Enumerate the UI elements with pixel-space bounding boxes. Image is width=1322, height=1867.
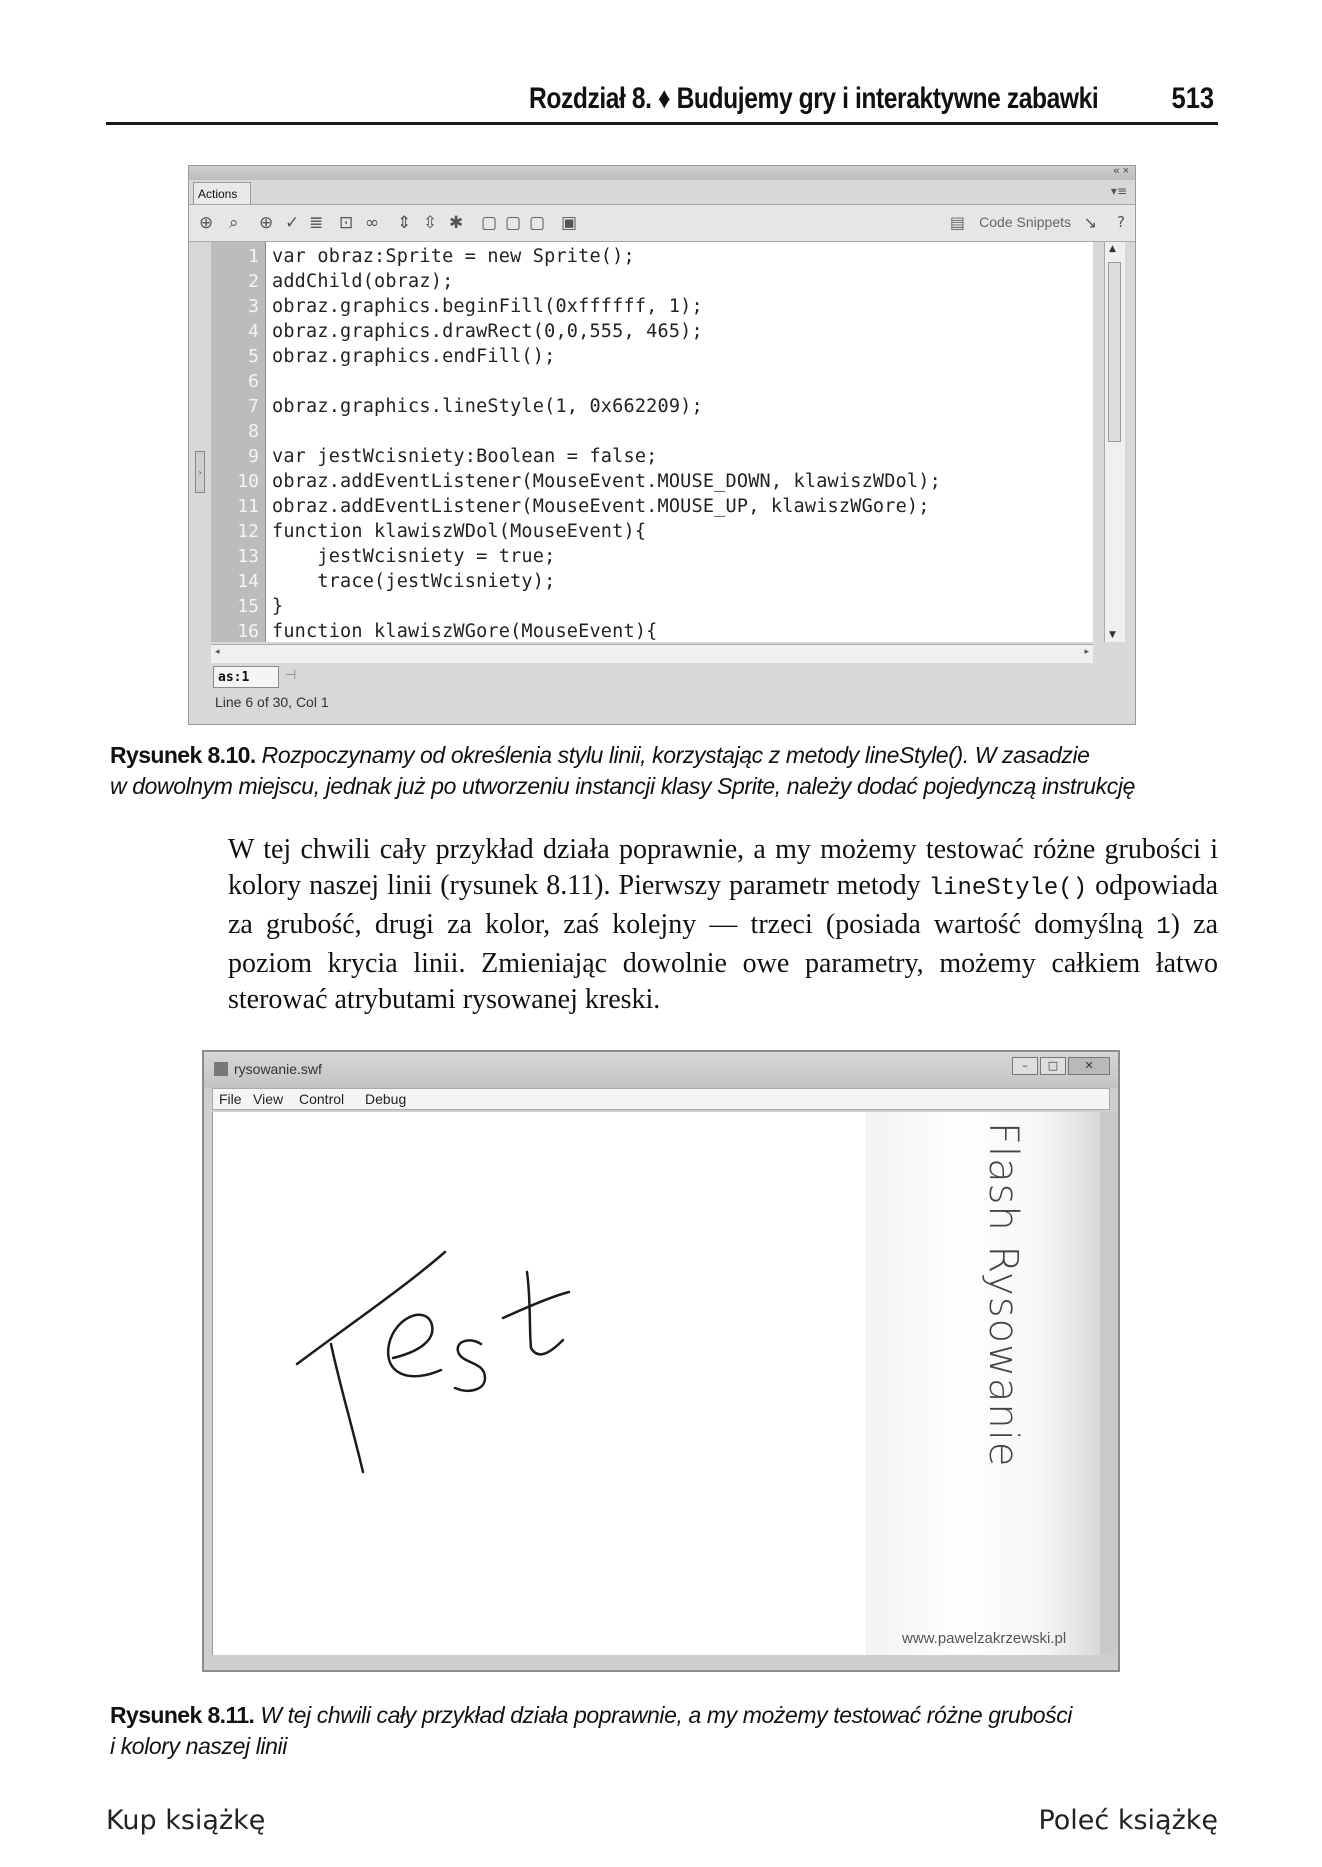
body-paragraph (228, 832, 1218, 1018)
window-buttons (1010, 1056, 1110, 1075)
panel-titlebar (189, 166, 1135, 180)
line-number: 7 (248, 396, 259, 417)
line-number: 2 (248, 271, 259, 292)
horizontal-scrollbar[interactable] (211, 644, 1093, 663)
code-line: addChild(obraz); (272, 271, 454, 292)
line-number: 14 (237, 571, 259, 592)
caption-text-line1: Rozpoczynamy od określenia stylu linii, korzystając z metody lineStyle(). W zasadzie (261, 742, 1090, 768)
running-header (106, 78, 1218, 125)
menu-file[interactable]: File (219, 1091, 242, 1107)
code-line: obraz.graphics.endFill(); (272, 346, 556, 367)
stroke-t2-bar (503, 1292, 569, 1318)
maximize-icon[interactable]: □ (1040, 1057, 1066, 1075)
find-icon[interactable]: ⌕ (229, 213, 239, 233)
code-line: function klawiszWGore(MouseEvent){ (272, 621, 658, 642)
close-icon[interactable]: ✕ (1068, 1057, 1110, 1075)
scroll-down-icon[interactable]: ▼ (1109, 630, 1116, 640)
line-number: 6 (248, 371, 259, 392)
status-line: Line 6 of 30, Col 1 (215, 694, 329, 710)
drawing-stage[interactable] (212, 1112, 867, 1655)
stroke-t2-stem (527, 1272, 563, 1354)
scroll-left-icon[interactable]: ◂ (215, 647, 220, 657)
pin-script-icon[interactable]: ⊣ (285, 668, 297, 683)
side-banner-title: Flash Rysowanie (980, 1122, 1026, 1468)
actions-toolbar (189, 204, 1135, 242)
actions-tab[interactable]: Actions (193, 182, 251, 204)
code-line: obraz.addEventListener(MouseEvent.MOUSE_DOWN, klawiszWDol); (272, 471, 941, 492)
paragraph-text-3: ) za poziom krycia linii. Zmieniając dowolnie owe parametry, możemy całkiem łatwo sterować atrybutami rysowanej kreski. (228, 909, 1218, 1015)
menu-view[interactable]: View (253, 1091, 284, 1107)
line-number: 4 (248, 321, 259, 342)
line-number: 11 (237, 496, 259, 517)
line-number: 13 (237, 546, 259, 567)
collapse-selection-icon[interactable]: ⇳ (423, 213, 438, 233)
caption-text-line1: W tej chwili cały przykład działa poprawnie, a my możemy testować różne grubości (260, 1702, 1073, 1728)
line-number: 3 (248, 296, 259, 317)
help-icon[interactable]: ? (1117, 213, 1125, 231)
line-number: 16 (237, 621, 259, 642)
figure-caption-8-10 (110, 740, 1220, 802)
auto-format-icon[interactable]: ≣ (309, 213, 324, 233)
line-number-gutter (211, 242, 265, 642)
scroll-right-icon[interactable]: ▸ (1084, 647, 1089, 657)
code-line: obraz.addEventListener(MouseEvent.MOUSE_UP, klawiszWGore); (272, 496, 930, 517)
drawn-test-text (213, 1112, 867, 1655)
code-line: } (272, 596, 284, 617)
actions-panel-figure (188, 165, 1136, 725)
side-banner (866, 1112, 1102, 1655)
caption-text-line2: i kolory naszej linii (110, 1733, 287, 1759)
sidebar-collapse-handle[interactable]: › (195, 451, 205, 493)
toggle-help-icon[interactable]: ▣ (561, 213, 578, 233)
buy-book-link[interactable]: Kup książkę (106, 1805, 266, 1836)
line-number: 10 (237, 471, 259, 492)
target-icon[interactable]: ⊕ (259, 213, 274, 233)
line-comment-icon[interactable]: ▢ (505, 213, 522, 233)
menu-control[interactable]: Control (299, 1091, 345, 1107)
panel-menu-icon[interactable]: ▾≡ (1110, 184, 1127, 198)
code-hint-icon[interactable]: ⊡ (339, 213, 354, 233)
line-number: 12 (237, 521, 259, 542)
chapter-title: Rozdział 8. ♦ Budujemy gry i interaktywne zabawki (528, 82, 1098, 115)
menu-bar (212, 1088, 1110, 1110)
line-number: 9 (248, 446, 259, 467)
scroll-thumb[interactable] (1108, 262, 1121, 442)
code-line: obraz.graphics.drawRect(0,0,555, 465); (272, 321, 703, 342)
script-tab-label: as:1 (218, 670, 250, 685)
page-number: 513 (1171, 82, 1214, 115)
paragraph-code-1: lineStyle() (928, 875, 1088, 902)
stroke-s (455, 1340, 485, 1390)
code-snippets-label[interactable]: Code Snippets (979, 214, 1071, 230)
caption-label: Rysunek 8.11. (110, 1702, 255, 1728)
code-line: jestWcisniety = true; (272, 546, 556, 567)
code-line: var obraz:Sprite = new Sprite(); (272, 246, 635, 267)
menu-debug[interactable]: Debug (365, 1091, 407, 1107)
line-number: 8 (248, 421, 259, 442)
window-titlebar (204, 1052, 1118, 1088)
code-editor[interactable] (265, 242, 1093, 642)
scroll-up-icon[interactable]: ▲ (1109, 244, 1116, 254)
code-line: var jestWcisniety:Boolean = false; (272, 446, 658, 467)
recommend-book-link[interactable]: Poleć książkę (1038, 1805, 1218, 1836)
caption-label: Rysunek 8.10. (110, 742, 256, 768)
collapse-between-icon[interactable]: ⇕ (397, 213, 412, 233)
remove-comment-icon[interactable]: ▢ (529, 213, 546, 233)
vertical-scrollbar[interactable] (1104, 242, 1125, 642)
window-right-frame (1100, 1112, 1118, 1655)
flash-player-window (202, 1050, 1120, 1672)
caption-text-line2: w dowolnym miejscu, jednak już po utworzeniu instancji klasy Sprite, należy dodać pojedynczą instrukcję (110, 773, 1135, 799)
paragraph-text-1: W tej chwili cały przykład działa poprawnie, a my możemy testować różne grubości i kolory naszej linii (rysunek 8.11). Pierwszy parametr metody (228, 834, 1218, 901)
add-statement-icon[interactable]: ⊕ (199, 213, 214, 233)
code-line: function klawiszWDol(MouseEvent){ (272, 521, 647, 542)
line-number: 15 (237, 596, 259, 617)
expand-all-icon[interactable]: ✱ (449, 213, 464, 233)
code-line: obraz.graphics.lineStyle(1, 0x662209); (272, 396, 703, 417)
block-comment-icon[interactable]: ▢ (481, 213, 498, 233)
stroke-t-stem (331, 1344, 363, 1472)
paragraph-text-2: odpowiada za grubość, drugi za kolor, zaś kolejny — trzeci (posiada wartość domyślną (228, 870, 1218, 940)
flash-app-icon (214, 1062, 228, 1076)
wand-icon[interactable]: ↘ (1083, 213, 1097, 232)
line-number: 1 (248, 246, 259, 267)
code-line: obraz.graphics.beginFill(0xffffff, 1); (272, 296, 703, 317)
script-tab[interactable] (213, 666, 279, 688)
figure-caption-8-11 (110, 1700, 1220, 1762)
debug-options-icon[interactable]: ∞ (365, 213, 380, 233)
window-title: rysowanie.swf (234, 1061, 322, 1077)
stroke-e (388, 1315, 441, 1376)
check-syntax-icon[interactable]: ✓ (285, 213, 300, 233)
side-banner-url[interactable]: www.pawelzakrzewski.pl (902, 1630, 1067, 1647)
code-line: trace(jestWcisniety); (272, 571, 556, 592)
minimize-icon[interactable]: – (1012, 1057, 1038, 1075)
paragraph-code-2: 1 (1156, 914, 1171, 941)
panel-window-controls-icon[interactable]: « × (1113, 165, 1129, 177)
stroke-t-bar (297, 1252, 445, 1364)
line-number: 5 (248, 346, 259, 367)
code-snippets-icon[interactable]: ▤ (949, 213, 965, 232)
